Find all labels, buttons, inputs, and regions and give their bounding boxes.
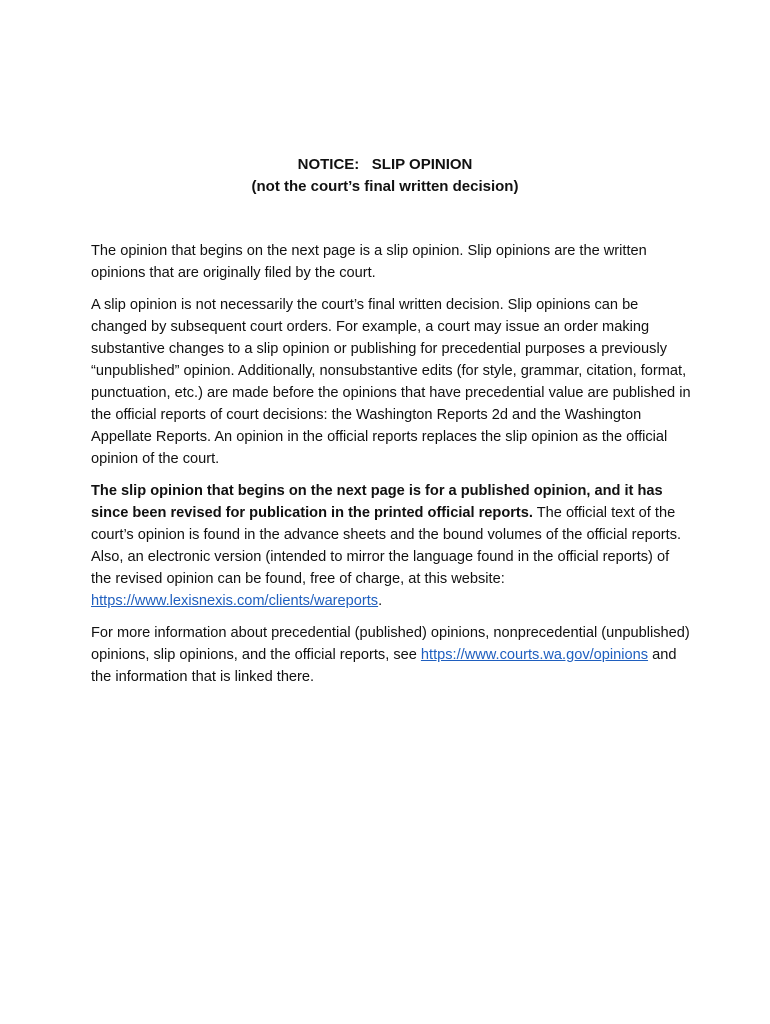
paragraph-slip-opinion-details: A slip opinion is not necessarily the court’s final written decision. Slip opinions can be changed by subsequent court orders. For example, a court may issue an order making substantive changes to a slip opinion or publishing for precedential purposes a previously “unpublished” opinion. Additionally, nonsubstantive edits (for style, grammar, citation, format, punctuation, etc.) are made before the opinions that have precedential value are published in the official reports of court decisions: the Washington Reports 2d and the Washington Appellate Reports. An opinion in the official reports replaces the slip opinion as the official opinion of the court. — [91, 297, 691, 467]
more-info-text: For more information about precedential (published) opinions, nonprecedential (unpublished) opinions, slip opinions, and the official reports, see — [91, 625, 690, 663]
published-opinion-text: The official text of the court’s opinion is found in the advance sheets and the bound volumes of the official reports. Also, an electronic version (intended to mirror the language found in the official reports) of the revised opinion can be found, free of charge, at this website: — [91, 505, 682, 587]
courts-opinions-link[interactable]: https://www.courts.wa.gov/opinions — [420, 647, 649, 663]
notice-title-line1: NOTICE: SLIP OPINION — [297, 156, 473, 173]
paragraph-more-information — [91, 622, 691, 688]
published-opinion-bold-text: The slip opinion that begins on the next page is for a published opinion, and it has since been revised for publication in the printed official reports. — [91, 483, 663, 521]
lexisnexis-link[interactable]: https://www.lexisnexis.com/clients/wareports — [91, 593, 379, 609]
paragraph-slip-opinion-intro: The opinion that begins on the next page is a slip opinion. Slip opinions are the written opinions that are originally filed by the court. — [91, 243, 647, 281]
paragraph-published-opinion — [91, 480, 691, 612]
notice-heading — [0, 154, 770, 198]
notice-body — [91, 240, 691, 698]
published-opinion-end: . — [378, 593, 383, 609]
more-info-end: and the information that is linked there. — [91, 647, 677, 685]
notice-title-line2: (not the court’s final written decision) — [251, 178, 519, 195]
